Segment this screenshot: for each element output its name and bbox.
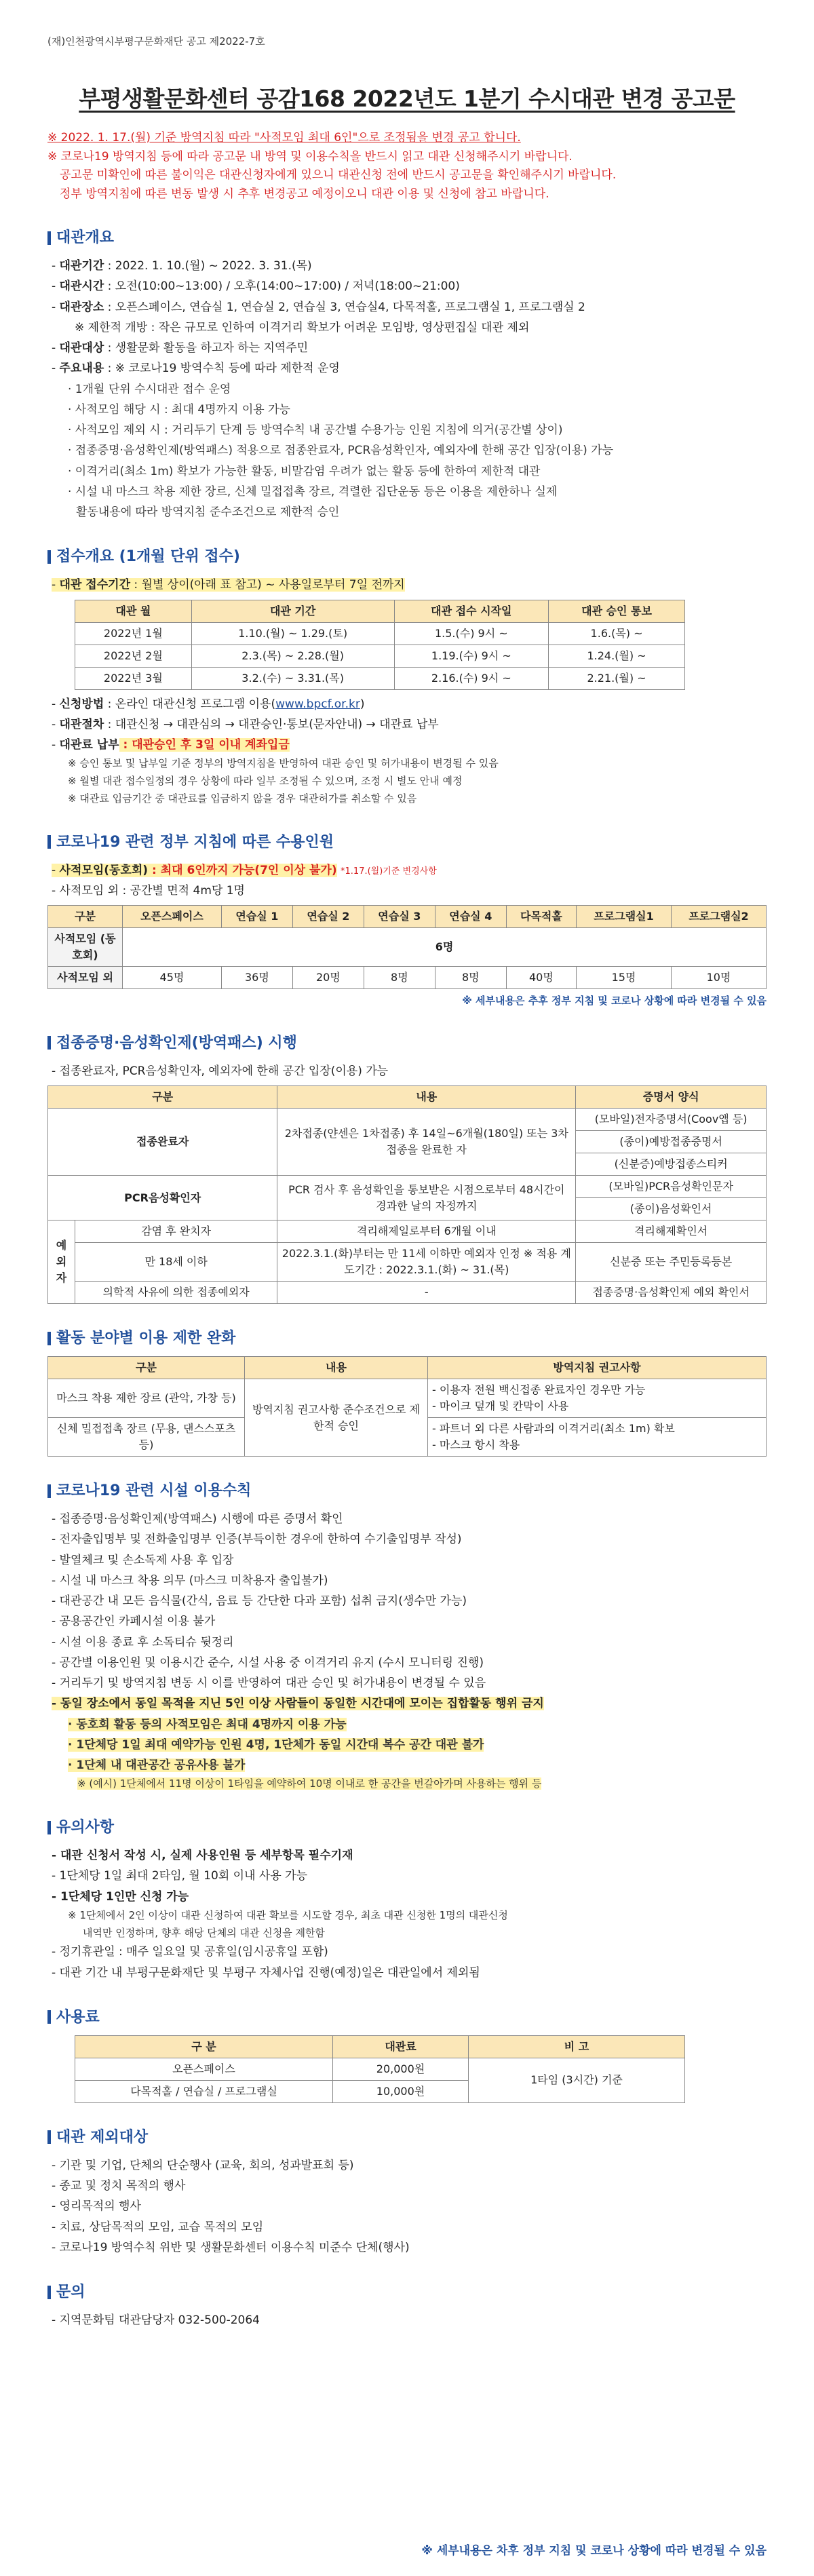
caution-item: - 1단체당 1일 최대 2타임, 월 10회 이내 사용 가능 — [52, 1869, 308, 1883]
table-cell: 10명 — [671, 967, 766, 989]
change-note: *1.17.(월)기준 변경사항 — [341, 866, 437, 877]
website-link[interactable]: www.bpcf.or.kr — [275, 697, 360, 711]
section-title — [47, 2006, 767, 2029]
info-item: - 대관료 납부 : 대관승인 후 3일 이내 계좌입금 — [52, 738, 290, 752]
table-row — [48, 1176, 767, 1198]
section-marker — [47, 835, 51, 849]
advice-line: - 파트너 외 다른 사람과의 이격거리(최소 1m) 확보 — [432, 1422, 675, 1436]
contact-item: - 지역문화팀 대관담당자 032-500-2064 — [52, 2313, 260, 2328]
section-marker — [47, 1036, 51, 1050]
table-header: 구분 — [48, 1357, 245, 1379]
page-title: 부평생활문화센터 공감168 2022년도 1분기 수시대관 변경 공고문 — [79, 85, 735, 112]
item-value: : 월별 상이(아래 표 참고) ~ 사용일로부터 7일 전까지 — [130, 578, 405, 592]
item-value: : 최대 6인까지 가능(7인 이상 불가) — [148, 863, 337, 877]
item-key: 대관기간 — [59, 259, 104, 273]
table-header: 대관 기간 — [191, 600, 394, 622]
item-value: : 온라인 대관신청 프로그램 이용( — [104, 697, 276, 711]
footer-note: ※ 세부내용은 차후 정부 지침 및 코로나 상황에 따라 변경될 수 있음 — [421, 2543, 767, 2558]
item-key: 주요내용 — [59, 362, 104, 376]
caution-item: - 1단체당 1인만 신청 가능 — [52, 1889, 189, 1904]
table-header: 비 고 — [469, 2035, 685, 2058]
table-cell: 사적모임 (동호회) — [48, 928, 123, 967]
info-item: - 대관장소 : 오픈스페이스, 연습실 1, 연습실 2, 연습실 3, 연습실4, 다목적홀, 프로그램실 1, 프로그램실 2 — [52, 300, 585, 314]
item-key: 사적모임(동호회) — [59, 863, 149, 877]
info-item: - 대관절차 : 대관신청 → 대관심의 → 대관승인·통보(문자안내) → 대관료 납부 — [52, 717, 439, 731]
section-title-text: 문의 — [56, 2284, 85, 2301]
highlight-text: · 1단체 내 대관공간 공유사용 불가 — [68, 1758, 246, 1773]
rule-item-highlight — [47, 1735, 767, 1755]
rule-item: - 공간별 이용인원 및 이용시간 준수, 시설 사용 중 이격거리 유지 (수시 모니터링 진행) — [52, 1655, 484, 1670]
sub-item: · 시설 내 마스크 착용 제한 장르, 신체 밀접접촉 장르, 격렬한 집단운동 등은 이용을 제한하나 실제 — [68, 484, 558, 499]
table-cell: 1.24.(월) ~ — [549, 645, 685, 667]
table-cell: 오픈스페이스 — [75, 2058, 333, 2080]
table-cell: (종이)음성확인서 — [576, 1198, 767, 1220]
section-marker — [47, 2130, 51, 2144]
table-row — [48, 1220, 767, 1243]
table-cell: 8명 — [364, 967, 435, 989]
section-title-text: 대관개요 — [56, 229, 115, 247]
table-cell: 감염 후 완치자 — [75, 1220, 277, 1243]
section-title — [47, 545, 767, 568]
table-cell: 다목적홀 / 연습실 / 프로그램실 — [75, 2080, 333, 2102]
table-header: 구분 — [48, 906, 123, 928]
table-cell: 3.2.(수) ~ 3.31.(목) — [191, 667, 394, 689]
table-cell: 20명 — [292, 967, 364, 989]
table-cell: 신체 밀접접촉 장르 (무용, 댄스스포츠 등) — [48, 1418, 245, 1457]
table-cell: 2.16.(수) 9시 ~ — [394, 667, 548, 689]
highlight-text: ※ (예시) 1단체에서 11명 이상이 1타임을 예약하여 10명 이내로 한 공간을 번갈아가며 사용하는 행위 등 — [77, 1777, 542, 1790]
table-cell: 15명 — [577, 967, 672, 989]
section-title — [47, 1327, 767, 1349]
caution-note: ※ 1단체에서 2인 이상이 대관 신청하여 대관 확보를 시도할 경우, 최초 대관 신청한 1명의 대관신청 — [68, 1908, 508, 1921]
section-title-text: 활동 분야별 이용 제한 완화 — [56, 1330, 236, 1347]
table-cell: 마스크 착용 제한 장르 (관악, 가창 등) — [48, 1379, 245, 1418]
table-header: 대관 접수 시작일 — [394, 600, 548, 622]
item-key: 신청방법 — [59, 697, 104, 711]
info-note: ※ 대관료 입금기간 중 대관료를 입금하지 않을 경우 대관허가를 취소할 수 있음 — [68, 792, 417, 805]
section-title-text: 코로나19 관련 시설 이용수칙 — [56, 1482, 252, 1500]
notice-line: ※ 2022. 1. 17.(월) 기준 방역지침 따라 "사적모임 최대 6인"으로 조정됨을 변경 공고 합니다. — [47, 131, 521, 145]
caution-item: - 대관 기간 내 부평구문화재단 및 부평구 자체사업 진행(예정)일은 대관일에서 제외됨 — [52, 1965, 480, 1980]
section-title — [47, 2281, 767, 2303]
table-cell: (모바일)전자증명서(Coov앱 등) — [576, 1109, 767, 1131]
section-marker — [47, 1821, 51, 1834]
table-cell: 예외자 — [48, 1220, 75, 1304]
section-marker — [47, 550, 51, 564]
table-cell: 2022년 1월 — [75, 622, 192, 645]
item-value: : 2022. 1. 10.(월) ~ 2022. 3. 31.(목) — [107, 259, 312, 273]
item-value: : 오전(10:00~13:00) / 오후(14:00~17:00) / 저녁(18:00~21:00) — [107, 280, 460, 294]
section-marker — [47, 231, 51, 245]
table-header: 내용 — [245, 1357, 428, 1379]
table-cell: (종이)예방접종증명서 — [576, 1131, 767, 1153]
table-cell: 1.19.(수) 9시 ~ — [394, 645, 548, 667]
notice-line: ※ 코로나19 방역지침 등에 따라 공고문 내 방역 및 이용수칙을 반드시 읽고 대관 신청해주시기 바랍니다. — [47, 149, 573, 164]
table-cell: 2.21.(월) ~ — [549, 667, 685, 689]
sub-item: 활동내용에 따라 방역지침 준수조건으로 제한적 승인 — [76, 505, 340, 520]
table-cell: 격리해제확인서 — [576, 1220, 767, 1243]
table-header: 방역지침 권고사항 — [428, 1357, 767, 1379]
info-item: - 대관대상 : 생활문화 활동을 하고자 하는 지역주민 — [52, 341, 309, 355]
table-cell: PCR음성확인자 — [48, 1176, 277, 1220]
table-cell: 1.10.(월) ~ 1.29.(토) — [191, 622, 394, 645]
rule-item: - 시설 내 마스크 착용 의무 (마스크 미착용자 출입불가) — [52, 1573, 328, 1588]
caution-item: - 정기휴관일 : 매주 일요일 및 공휴일(임시공휴일 포함) — [52, 1945, 328, 1959]
table-cell: (신분증)예방접종스티커 — [576, 1153, 767, 1176]
advice-line: - 마스크 항시 착용 — [432, 1438, 520, 1452]
caution-note: 내역만 인정하며, 향후 해당 단체의 대관 신청을 제한함 — [83, 1926, 325, 1939]
sub-item: · 이격거리(최소 1m) 확보가 가능한 활동, 비말감염 우려가 없는 활동 등에 한하여 제한적 대관 — [68, 464, 541, 478]
table-header: 구분 — [48, 1086, 277, 1109]
info-item: - 접종완료자, PCR음성확인자, 예외자에 한해 공간 입장(이용) 가능 — [52, 1064, 389, 1078]
caution-item: - 대관 신청서 작성 시, 실제 사용인원 등 세부항목 필수기재 — [52, 1849, 353, 1863]
table-cell: 접종증명·음성확인제 예외 확인서 — [576, 1282, 767, 1304]
table-cell: PCR 검사 후 음성확인을 통보받은 시점으로부터 48시간이 경과한 날의 자정까지 — [277, 1176, 576, 1220]
exclusion-item: - 코로나19 방역수칙 위반 및 생활문화센터 이용수칙 미준수 단체(행사) — [52, 2240, 410, 2254]
table-row — [75, 667, 685, 689]
table-header: 증명서 양식 — [576, 1086, 767, 1109]
info-note: ※ 월별 대관 접수일정의 경우 상황에 따라 일부 조정될 수 있으며, 조정 시 별도 안내 예정 — [68, 775, 463, 788]
info-note: ※ 제한적 개방 : 작은 규모로 인하여 이격거리 확보가 어려운 모임방, 영상편집실 대관 제외 — [75, 320, 530, 334]
table-cell — [428, 1379, 767, 1418]
schedule-table — [75, 600, 685, 690]
table-row — [75, 645, 685, 667]
table-cell: 신분증 또는 주민등록등본 — [576, 1243, 767, 1282]
vaccine-pass-table — [47, 1085, 767, 1304]
section-title — [47, 1816, 767, 1839]
table-cell: 20,000원 — [333, 2058, 469, 2080]
section-title — [47, 1032, 767, 1054]
highlight-text: · 동호회 활동 등의 사적모임은 최대 4명까지 이용 가능 — [68, 1717, 347, 1731]
rule-item-highlight — [47, 1714, 767, 1735]
rule-item-highlight — [47, 1755, 767, 1775]
item-value: ) — [360, 697, 365, 711]
info-item: - 대관 접수기간 : 월별 상이(아래 표 참고) ~ 사용일로부터 7일 전까지 — [52, 578, 405, 592]
item-key: 대관절차 — [59, 717, 104, 731]
table-cell: 의학적 사유에 의한 접종예외자 — [75, 1282, 277, 1304]
section-title-text: 코로나19 관련 정부 지침에 따른 수용인원 — [56, 833, 334, 851]
item-key: 대관시간 — [59, 280, 104, 294]
section-marker — [47, 2286, 51, 2299]
rule-item: - 공용공간인 카페시설 이용 불가 — [52, 1615, 216, 1629]
table-header: 대관료 — [333, 2035, 469, 2058]
capacity-table — [47, 905, 767, 989]
table-cell: 사적모임 외 — [48, 967, 123, 989]
table-cell: 6명 — [123, 928, 767, 967]
table-cell: 2022.3.1.(화)부터는 만 11세 이하만 예외자 인정 ※ 적용 계도기간 : 2022.3.1.(화) ~ 31.(목) — [277, 1243, 576, 1282]
info-item: - 대관시간 : 오전(10:00~13:00) / 오후(14:00~17:00) / 저녁(18:00~21:00) — [52, 280, 460, 294]
table-cell: 2.3.(목) ~ 2.28.(월) — [191, 645, 394, 667]
item-value: : 대관신청 → 대관심의 → 대관승인·통보(문자안내) → 대관료 납부 — [104, 717, 439, 731]
table-row — [48, 967, 767, 989]
table-header: 연습실 3 — [364, 906, 435, 928]
rule-item: - 시설 이용 종료 후 소독티슈 뒷정리 — [52, 1635, 234, 1649]
rule-item: - 대관공간 내 모든 음식물(간식, 음료 등 간단한 다과 포함) 섭취 금지(생수만 가능) — [52, 1594, 467, 1609]
section-title-text: 유의사항 — [56, 1819, 115, 1837]
info-item: - 사적모임(동호회) : 최대 6인까지 가능(7인 이상 불가) *1.17.(월)기준 변경사항 — [52, 863, 437, 877]
section-marker — [47, 2010, 51, 2024]
table-row — [75, 622, 685, 645]
table-header-row — [75, 600, 685, 622]
item-key: 대관 접수기간 — [59, 578, 130, 592]
item-value: : 생활문화 활동을 하고자 하는 지역주민 — [107, 341, 309, 355]
table-cell: 45명 — [123, 967, 222, 989]
info-item: - 대관기간 : 2022. 1. 10.(월) ~ 2022. 3. 31.(목) — [52, 259, 312, 273]
sub-item: · 사적모임 해당 시 : 최대 4명까지 이용 가능 — [68, 402, 290, 417]
table-cell: 접종완료자 — [48, 1109, 277, 1176]
table-header: 내용 — [277, 1086, 576, 1109]
table-cell: - — [277, 1282, 576, 1304]
highlight-text: · 1단체당 1일 최대 예약가능 인원 4명, 1단체가 동일 시간대 복수 공간 대관 불가 — [68, 1737, 484, 1752]
sub-item: · 사적모임 제외 시 : 거리두기 단계 등 방역수칙 내 공간별 수용가능 인원 지침에 의거(공간별 상이) — [68, 423, 563, 438]
rule-item: - 전자출입명부 및 전화출입명부 인증(부득이한 경우에 한하여 수기출입명부 작성) — [52, 1533, 462, 1547]
issuer-line: (재)인천광역시부평구문화재단 공고 제2022-7호 — [47, 35, 265, 47]
table-cell: 격리해제일로부터 6개월 이내 — [277, 1220, 576, 1243]
table-row — [48, 1109, 767, 1131]
item-value: : 오픈스페이스, 연습실 1, 연습실 2, 연습실 3, 연습실4, 다목적홀, 프로그램실 1, 프로그램실 2 — [107, 300, 585, 314]
section-title — [47, 2126, 767, 2149]
info-item: - 신청방법 : 온라인 대관신청 프로그램 이용(www.bpcf.or.kr) — [52, 697, 365, 711]
table-cell: 40명 — [506, 967, 576, 989]
sub-item: · 1개월 단위 수시대관 접수 운영 — [68, 382, 231, 396]
table-header: 오픈스페이스 — [123, 906, 222, 928]
exclusion-item: - 종교 및 정치 목적의 행사 — [52, 2179, 186, 2193]
notice-line: 공고문 미확인에 따른 불이익은 대관신청자에게 있으니 대관신청 전에 반드시 공고문을 확인해주시기 바랍니다. — [60, 168, 617, 182]
table-cell: (모바일)PCR음성확인문자 — [576, 1176, 767, 1198]
exclusion-item: - 영리목적의 행사 — [52, 2199, 141, 2214]
table-row — [75, 2058, 685, 2080]
table-cell: 36명 — [221, 967, 292, 989]
table-cell: 1.5.(수) 9시 ~ — [394, 622, 548, 645]
table-header-row — [48, 1086, 767, 1109]
table-header: 다목적홀 — [506, 906, 576, 928]
rule-item: - 접종증명·음성확인제(방역패스) 시행에 따른 증명서 확인 — [52, 1512, 343, 1526]
table-header-row — [48, 1357, 767, 1379]
section-title-text: 대관 제외대상 — [56, 2128, 149, 2146]
item-key: 대관료 납부 — [59, 738, 119, 752]
table-cell: 8명 — [435, 967, 506, 989]
item-key: 대관대상 — [59, 341, 104, 355]
table-row — [48, 1379, 767, 1418]
item-value: : 대관승인 후 3일 이내 계좌입금 — [119, 738, 290, 752]
sub-item: · 접종증명·음성확인제(방역패스) 적용으로 접종완료자, PCR음성확인자, 예외자에 한해 공간 입장(이용) 가능 — [68, 444, 614, 458]
table-header: 프로그램실2 — [671, 906, 766, 928]
table-header-row — [48, 906, 767, 928]
table-header: 대관 승인 통보 — [549, 600, 685, 622]
table-header: 연습실 1 — [221, 906, 292, 928]
exclusion-item: - 기관 및 기업, 단체의 단순행사 (교육, 회의, 성과발표회 등) — [52, 2158, 354, 2172]
item-value: : ※ 코로나19 방역수칙 등에 따라 제한적 운영 — [107, 362, 340, 376]
table-row — [48, 1282, 767, 1304]
info-note: ※ 승인 통보 및 납부일 기준 정부의 방역지침을 반영하여 대관 승인 및 허가내용이 변경될 수 있음 — [68, 757, 499, 770]
table-cell: 1타임 (3시간) 기준 — [469, 2058, 685, 2102]
info-item: - 사적모임 외 : 공간별 면적 4m당 1명 — [52, 884, 245, 898]
notice-line: 정부 방역지침에 따른 변동 발생 시 추후 변경공고 예정이오니 대관 이용 및 신청에 참고 바랍니다. — [60, 187, 549, 201]
table-cell: 방역지침 권고사항 준수조건으로 제한적 승인 — [245, 1379, 428, 1457]
info-item: - 주요내용 : ※ 코로나19 방역수칙 등에 따라 제한적 운영 — [52, 362, 340, 376]
section-marker — [47, 1332, 51, 1345]
section-title-text: 사용료 — [56, 2008, 100, 2026]
exclusion-item: - 치료, 상담목적의 모임, 교습 목적의 모임 — [52, 2220, 264, 2234]
table-cell: 2022년 3월 — [75, 667, 192, 689]
table-row — [48, 1243, 767, 1282]
fee-table — [75, 2035, 685, 2103]
section-title — [47, 1480, 767, 1502]
section-title-text: 접수개요 (1개월 단위 접수) — [56, 548, 240, 566]
table-header: 프로그램실1 — [577, 906, 672, 928]
section-title-text: 접종증명·음성확인제(방역패스) 시행 — [56, 1034, 297, 1052]
notice-block — [47, 129, 767, 204]
table-row — [48, 928, 767, 967]
advice-line: - 이용자 전원 백신접종 완료자인 경우만 가능 — [432, 1383, 646, 1397]
table-header: 연습실 2 — [292, 906, 364, 928]
table-header: 대관 월 — [75, 600, 192, 622]
rule-item: - 거리두기 및 방역지침 변동 시 이를 반영하여 대관 승인 및 허가내용이 변경될 수 있음 — [52, 1676, 486, 1691]
rule-item: - 발열체크 및 손소독제 사용 후 입장 — [52, 1553, 234, 1567]
table-cell — [428, 1418, 767, 1457]
rule-item-highlight — [47, 1693, 767, 1714]
section-marker — [47, 1484, 51, 1498]
table-cell: 만 18세 이하 — [75, 1243, 277, 1282]
section-title — [47, 227, 767, 249]
highlight-text: - 동일 장소에서 동일 목적을 지닌 5인 이상 사람들이 동일한 시간대에 모이는 집합활동 행위 금지 — [52, 1697, 544, 1711]
table-header: 구 분 — [75, 2035, 333, 2058]
table-header-row — [75, 2035, 685, 2058]
item-key: 대관장소 — [59, 300, 104, 314]
table-cell: 10,000원 — [333, 2080, 469, 2102]
footnote: ※ 세부내용은 추후 정부 지침 및 코로나 상황에 따라 변경될 수 있음 — [462, 995, 767, 1007]
section-title — [47, 831, 767, 853]
table-cell: 2022년 2월 — [75, 645, 192, 667]
table-cell: 1.6.(목) ~ — [549, 622, 685, 645]
table-header: 연습실 4 — [435, 906, 506, 928]
table-cell: 2차접종(얀센은 1차접종) 후 14일~6개월(180일) 또는 3차접종을 완료한 자 — [277, 1109, 576, 1176]
activity-table — [47, 1356, 767, 1457]
advice-line: - 마이크 덮개 및 칸막이 사용 — [432, 1400, 569, 1413]
rule-example — [47, 1775, 767, 1793]
